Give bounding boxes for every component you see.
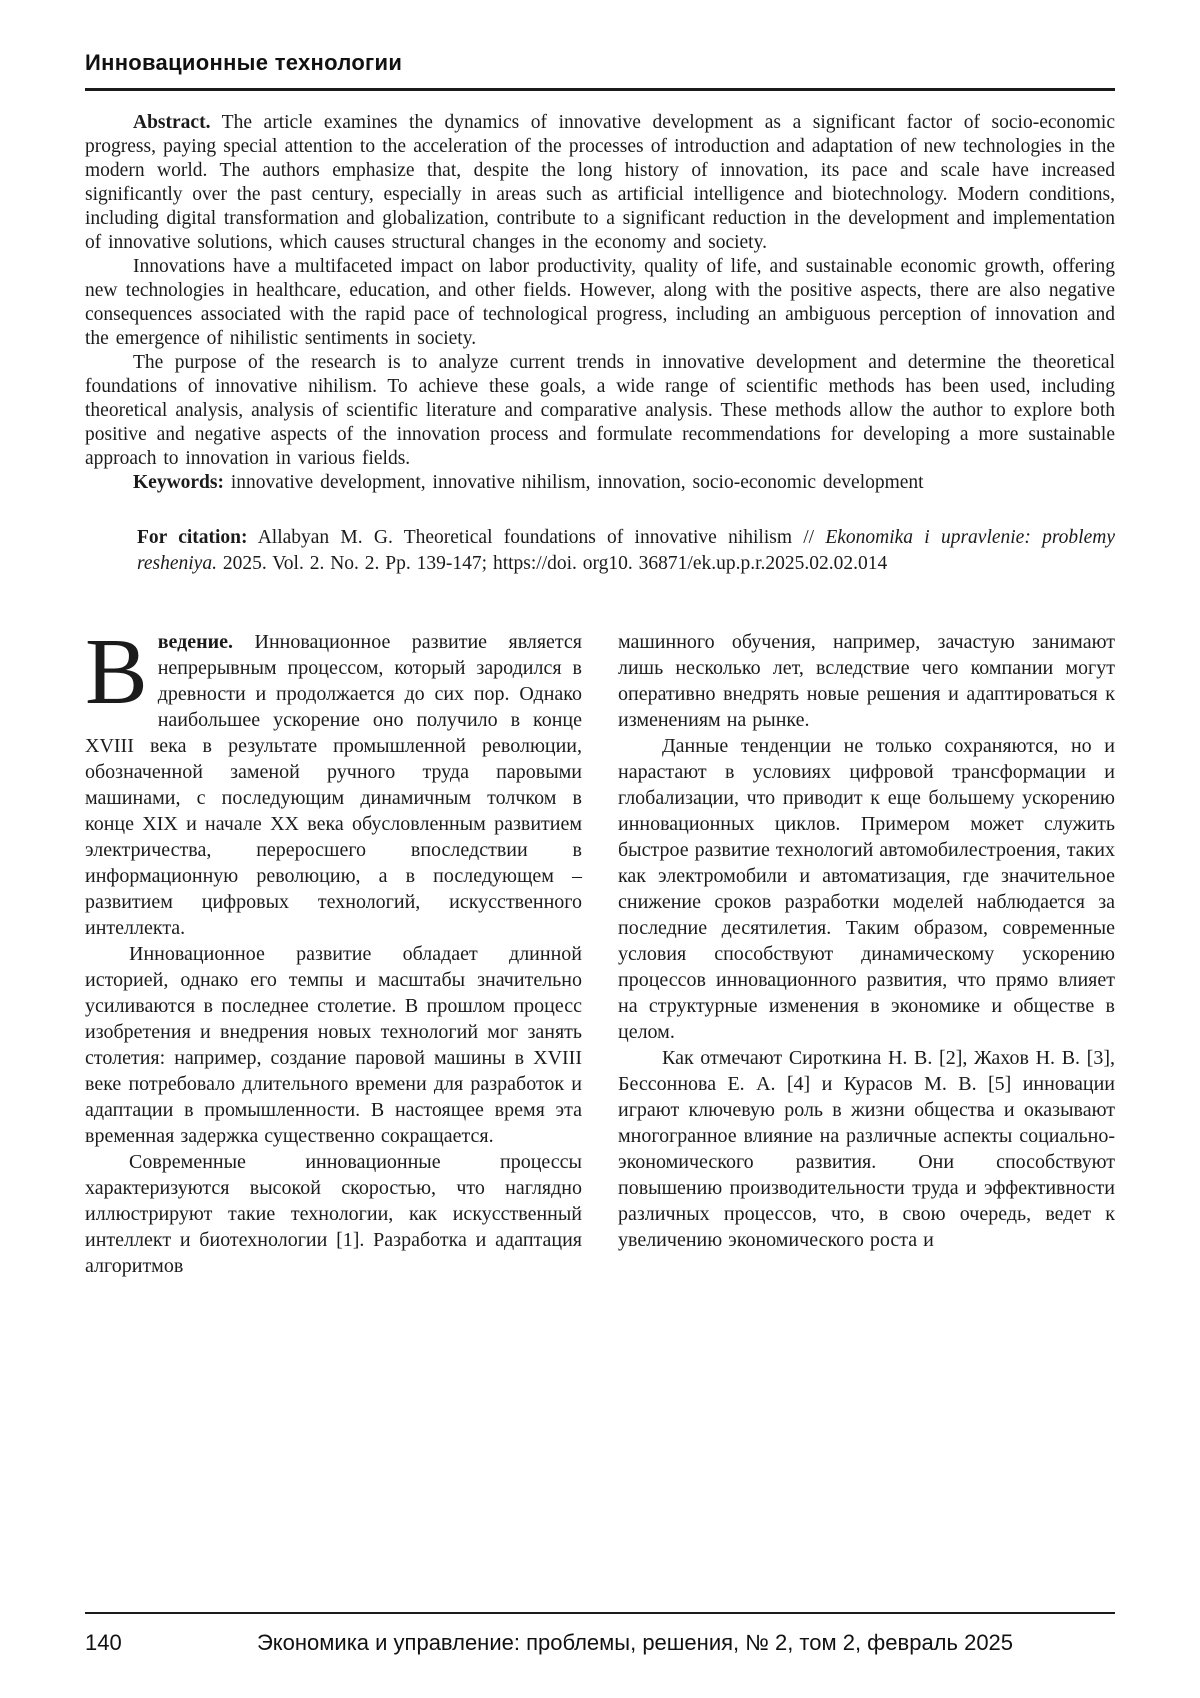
page-number: 140 [85, 1630, 122, 1655]
keywords-text: innovative development, innovative nihilism, innovation, socio-economic development [224, 472, 924, 493]
right-paragraph-3: Как отмечают Сироткина Н. В. [2], Жахов Н. В. [3], Бессоннова Е. А. [4] и Курасов М. В. [5] инновации играют ключевую роль в жизни общества и оказывают многогранное влияние на различные аспекты социально-экономического развития. Они способствуют повышению производительности труда и эффективности различных процессов, что, в свою очередь, ведет к увеличению экономического роста и [618, 1047, 1115, 1251]
abstract-paragraph-3: The purpose of the research is to analyze current trends in innovative development and determine the theoretical foundations of innovative nihilism. To achieve these goals, a wide range of scientific methods has been used, including theoretical analysis, analysis of scientific literature and comparative analysis. These methods allow the author to explore both positive and negative aspects of the innovation process and formulate recommendations for developing a more sustainable approach to innovation in various fields. [85, 352, 1115, 469]
page-footer [85, 1612, 1115, 1656]
journal-footer-line: Экономика и управление: проблемы, решения, № 2, том 2, февраль 2025 [256, 1630, 1014, 1655]
left-paragraph-3: Современные инновационные процессы характеризуются высокой скоростью, что наглядно иллюстрируют такие технологии, как искусственный интеллект и биотехнологии [1]. Разработка и адаптация алгоритмов [85, 1151, 582, 1277]
citation-text-part2: 2025. Vol. 2. No. 2. Pp. 139-147; https://doi. org10. 36871/ek.up.p.r.2025.02.02.014 [216, 553, 888, 574]
citation-section [137, 525, 1115, 577]
keywords-label: Keywords: [133, 472, 224, 493]
intro-paragraph-text: Инновационное развитие является непрерывным процессом, который зародился в древности и продолжается до сих пор. Однако наибольшее ускорение оно получило в конце XVIII века в результате промышленной революции, обозначенной заменой ручного труда паровыми машинами, с последующим динамичным толчком в конце XIX и начале XX века обусловленным развитием электричества, переросшего впоследствии в информационную революцию, а в последующем – развитием цифровых технологий, искусственного интеллекта. [85, 631, 582, 939]
citation-label: For citation: [137, 527, 248, 548]
citation-journal-title: Ekonomika i upravlenie: problemy resheniya. [137, 527, 1115, 574]
keywords-line [85, 471, 1115, 495]
abstract-paragraph-1 [85, 111, 1115, 255]
right-paragraph-2: Данные тенденции не только сохраняются, но и нарастают в условиях цифровой трансформации и глобализации, что приводит к еще большему ускорению инновационных циклов. Примером может служить быстрое развитие технологий автомобилестроения, таких как электромобили и автоматизация, где значительное снижение сроков разработки моделей наблюдается за последние десятилетия. Таким образом, современные условия способствуют динамическому ускорению процессов инновационного развития, что прямо влияет на структурные изменения в экономике и обществе в целом. [618, 735, 1115, 1043]
citation-text-part1: Allabyan M. G. Theoretical foundations of innovative nihilism // [247, 527, 826, 548]
drop-cap-letter: В [85, 620, 148, 724]
abstract-label: Abstract. [133, 112, 211, 133]
running-head-title: Инновационные технологии [85, 50, 1115, 91]
abstract-paragraph-1-text: The article examines the dynamics of innovative development as a significant factor of socio-economic progress, paying special attention to the acceleration of the processes of introduction and adaptation of new technologies in the modern world. The authors emphasize that, despite the long history of innovation, its pace and scale have increased significantly over the past century, especially in areas such as artificial intelligence and biotechnology. Modern conditions, including digital transformation and globalization, contribute to a significant reduction in the development and implementation of innovative solutions, which causes structural changes in the economy and society. [85, 112, 1115, 253]
right-column [618, 629, 1115, 1279]
abstract-section [85, 111, 1115, 495]
left-column [85, 620, 582, 1279]
abstract-paragraph-2: Innovations have a multifaceted impact on labor productivity, quality of life, and sustainable economic growth, offering new technologies in healthcare, education, and other fields. However, along with the positive aspects, there are also negative consequences associated with the rapid pace of technological progress, including an ambiguous perception of innovation and the emergence of nihilistic sentiments in society. [85, 256, 1115, 349]
intro-lead-word: ведение. [157, 631, 234, 653]
right-paragraph-1: машинного обучения, например, зачастую занимают лишь несколько лет, вследствие чего компании могут оперативно внедрять новые решения и адаптироваться к изменениям на рынке. [618, 631, 1115, 731]
left-paragraph-2: Инновационное развитие обладает длинной историей, однако его темпы и масштабы значительно усиливаются в последнее столетие. В прошлом процесс изобретения и внедрения новых технологий мог занять столетия: например, создание паровой машины в XVIII веке потребовало длительного времени для разработок и адаптации в промышленности. В настоящее время эта временная задержка существенно сокращается. [85, 943, 582, 1147]
article-body [85, 620, 1115, 1279]
intro-paragraph [85, 620, 582, 941]
